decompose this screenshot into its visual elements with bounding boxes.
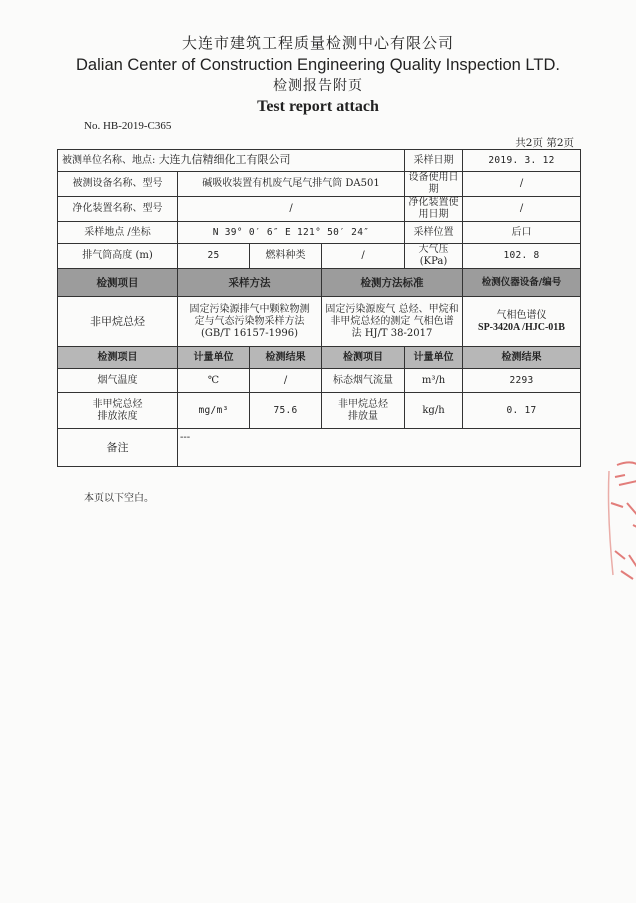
method-header-row	[58, 269, 581, 297]
result-header-item1: 检测项目	[58, 347, 178, 369]
device-date-label: 设备使用日期	[405, 172, 463, 197]
unit-label: 被测单位名称、地点:	[62, 155, 156, 166]
result-header-unit1: 计量单位	[178, 347, 250, 369]
report-subtitle-en: Test report attach	[257, 98, 379, 115]
result-value2: 2293	[463, 369, 581, 393]
result-header-unit2: 计量单位	[405, 347, 463, 369]
info-row-site	[58, 222, 581, 244]
device-date-value: /	[463, 172, 581, 197]
footer-note: 本页以下空白。	[84, 493, 154, 504]
method-header-sampling: 采样方法	[178, 269, 322, 297]
result-row	[58, 369, 581, 393]
device-label: 被测设备名称、型号	[58, 172, 178, 197]
sampling-method-line: 固定污染源排气中颗粒物测	[189, 303, 310, 315]
result-item1-line: 排放浓度	[97, 410, 138, 422]
result-item2: 标态烟气流量	[322, 369, 405, 393]
stack-value: 25	[178, 244, 250, 269]
fuel-label: 燃料种类	[250, 244, 322, 269]
result-item2-line: 排放量	[348, 410, 378, 422]
standard-cell	[322, 297, 463, 347]
result-value2: 0. 17	[463, 393, 581, 429]
result-header-result1: 检测结果	[250, 347, 322, 369]
report-header	[0, 32, 636, 118]
page-info: 共2页 第2页	[515, 137, 574, 149]
result-unit2: kg/h	[405, 393, 463, 429]
sampling-method-cell	[178, 297, 322, 347]
result-header-row	[58, 347, 581, 369]
fuel-value: /	[322, 244, 405, 269]
site-label: 采样地点 /坐标	[58, 222, 178, 244]
method-item: 非甲烷总烃	[58, 297, 178, 347]
sample-date-value: 2019. 3. 12	[463, 150, 581, 172]
position-value: 后口	[463, 222, 581, 244]
pressure-label: 大气压(KPa)	[405, 244, 463, 269]
report-table	[57, 149, 581, 467]
unit-value: 大连九信精细化工有限公司	[158, 153, 291, 166]
info-row-stack	[58, 244, 581, 269]
result-item2-cell	[322, 393, 405, 429]
remark-row	[58, 429, 581, 467]
purify-date-label: 净化装置使用日期	[405, 197, 463, 222]
instrument-line: 气相色谱仪	[496, 309, 547, 321]
result-item2-line: 非甲烷总烃	[338, 398, 388, 410]
result-value1: /	[250, 369, 322, 393]
method-header-item: 检测项目	[58, 269, 178, 297]
result-unit1: mg/m³	[178, 393, 250, 429]
result-unit1: ℃	[178, 369, 250, 393]
result-header-result2: 检测结果	[463, 347, 581, 369]
purify-label: 净化装置名称、型号	[58, 197, 178, 222]
standard-line: 法 HJ/T 38-2017	[351, 327, 433, 339]
method-header-standard: 检测方法标准	[322, 269, 463, 297]
organization-name-en: Dalian Center of Construction Engineering Quality Inspection LTD.	[76, 56, 560, 74]
report-subtitle-cn: 检测报告附页	[273, 78, 363, 94]
result-row	[58, 393, 581, 429]
info-row-unit	[58, 150, 581, 172]
instrument-line: SP-3420A /HJC-01B	[478, 321, 565, 333]
method-header-instrument: 检测仪器设备/编号	[463, 269, 581, 297]
position-label: 采样位置	[405, 222, 463, 244]
standard-line: 非甲烷总烃的测定 气相色谱	[330, 315, 454, 327]
organization-name-cn: 大连市建筑工程质量检测中心有限公司	[181, 34, 454, 52]
result-unit2: m³/h	[405, 369, 463, 393]
device-value: 碱吸收装置有机废气尾气排气筒 DA501	[178, 172, 405, 197]
result-item1-line: 非甲烷总烃	[92, 398, 143, 410]
result-value1: 75.6	[250, 393, 322, 429]
site-value: N 39° 0′ 6″ E 121° 50′ 24″	[178, 222, 405, 244]
unit-cell	[58, 150, 405, 172]
sampling-method-line: (GB/T 16157-1996)	[201, 327, 298, 339]
purify-value: /	[178, 197, 405, 222]
method-row	[58, 297, 581, 347]
sample-date-label: 采样日期	[405, 150, 463, 172]
stack-label: 排气筒高度 (m)	[58, 244, 178, 269]
sampling-method-line: 定与气态污染物采样方法	[194, 315, 305, 327]
pressure-value: 102. 8	[463, 244, 581, 269]
instrument-cell	[463, 297, 581, 347]
result-header-item2: 检测项目	[322, 347, 405, 369]
report-number: No. HB-2019-C365	[84, 120, 172, 132]
red-seal-stamp	[603, 455, 636, 585]
result-item1: 烟气温度	[58, 369, 178, 393]
result-item1-cell	[58, 393, 178, 429]
info-row-purify	[58, 197, 581, 222]
purify-date-value: /	[463, 197, 581, 222]
standard-line: 固定污染源废气 总烃、甲烷和	[325, 303, 459, 315]
remark-label: 备注	[58, 429, 178, 467]
remark-value: ---	[178, 429, 581, 467]
info-row-device	[58, 172, 581, 197]
